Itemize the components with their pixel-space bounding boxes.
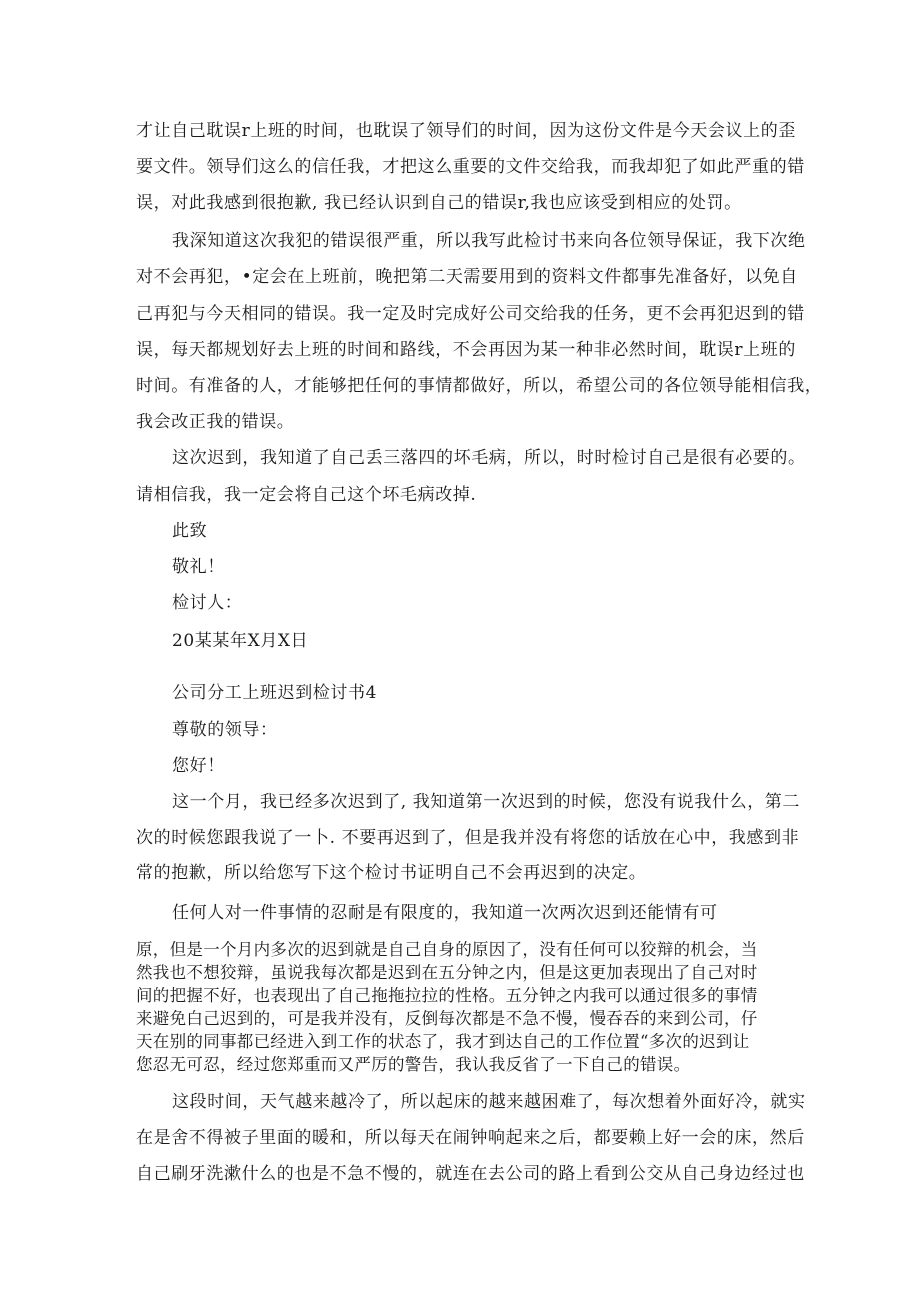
text-line: 来避免白己迟到的，可是我并没有，反倒每次都是不急不慢，慢吞吞的来到公司，仔 <box>136 1009 758 1028</box>
greeting-line: 您好！ <box>172 756 225 776</box>
text-line: 误，每天都规划好去上班的时间和路线，不会再因为某一种非必然时间，耽误r上班的 <box>136 340 796 360</box>
text-line: 己再犯与今天相同的错误。我一定及时完成好公司交给我的任务，更不会再犯迟到的错 <box>136 304 805 324</box>
text-line: 我深知道这次我犯的错误很严重，所以我写此检讨书来向各位领导保证，我下次绝 <box>172 231 806 251</box>
text-line: 次的时候您跟我说了一卜. 不要再迟到了，但是我并没有将您的话放在心中，我感到非 <box>136 828 800 848</box>
section-title: 公司分工上班迟到检讨书4 <box>172 683 378 703</box>
greeting-line: 尊敬的领导： <box>172 720 278 740</box>
closing-line: 此致 <box>172 521 208 541</box>
text-line: 要文件。领导们这么的信任我，才把这么重要的文件交给我，而我却犯了如此严重的错 <box>136 157 805 177</box>
text-line: 请相信我，我一定会将自己这个坏毛病改掉. <box>136 485 477 505</box>
text-line: 这次迟到，我知道了自己丢三落四的坏毛病，所以，时时检讨自己是很有必要的。 <box>172 448 806 468</box>
text-line: 误，对此我感到很抱歉, 我已经认识到自己的错误r,我也应该受到相应的处罚。 <box>136 193 742 213</box>
text-line: 对不会再犯，•定会在上班前，晚把第二天需要用到的资料文件都事先准备好，以免自 <box>136 267 798 287</box>
text-line: 时间。有准备的人，才能够把任何的事情都做好，所以，希望公司的各位领导能相信我， <box>136 376 823 396</box>
text-line: 在是舍不得被子里面的暖和，所以每天在闹钟响起来之后，都要赖上好一会的床，然后 <box>136 1128 805 1148</box>
text-line: 然我也不想狡辩，虽说我每次都是迟到在五分钟之内，但是这更加表现出了自己对时 <box>136 963 758 982</box>
text-line: 才让自己耽误r上班的时间，也耽误了领导们的时间，因为这份文件是今天会议上的歪 <box>136 121 796 141</box>
text-line: 自己刷牙洗漱什么的也是不急不慢的，就连在去公司的路上看到公交从自己身边经过也 <box>136 1164 805 1184</box>
signature-label: 检讨人： <box>172 593 243 613</box>
text-line: 这段时间，天气越来越冷了，所以起床的越来越困难了，每次想着外面好冷，就实 <box>172 1092 806 1112</box>
text-line: 这一个月，我已经多次迟到了, 我知道第一次迟到的时候，您没有说我什么，第二 <box>172 792 801 812</box>
text-line: 天在别的同事都已经进入到工作的状态了，我才到达自己的工作位置“多次的迟到让 <box>136 1032 750 1051</box>
date-line: 20某某年X月X日 <box>172 631 309 651</box>
text-line: 我会改正我的错误。 <box>136 412 295 432</box>
text-line: 常的抱歉，所以给您写下这个检讨书证明自己不会再迟到的决定。 <box>136 863 647 883</box>
text-line: 间的把握不好，也表现出了自己拖拖拉拉的性格。五分钟之内我可以通过很多的事情 <box>136 986 758 1005</box>
salutation-line: 敬礼！ <box>172 557 225 577</box>
text-line: 原，但是一个月内多次的迟到就是自己自身的原因了，没有任何可以狡辩的机会，当 <box>136 940 758 959</box>
text-line: 任何人对一件事情的忍耐是有限度的，我知道一次两次迟到还能情有可 <box>172 903 718 923</box>
text-line: 您忍无可忍，经过您郑重而又严厉的警告，我认我反省了一下自己的错误。 <box>136 1055 691 1074</box>
